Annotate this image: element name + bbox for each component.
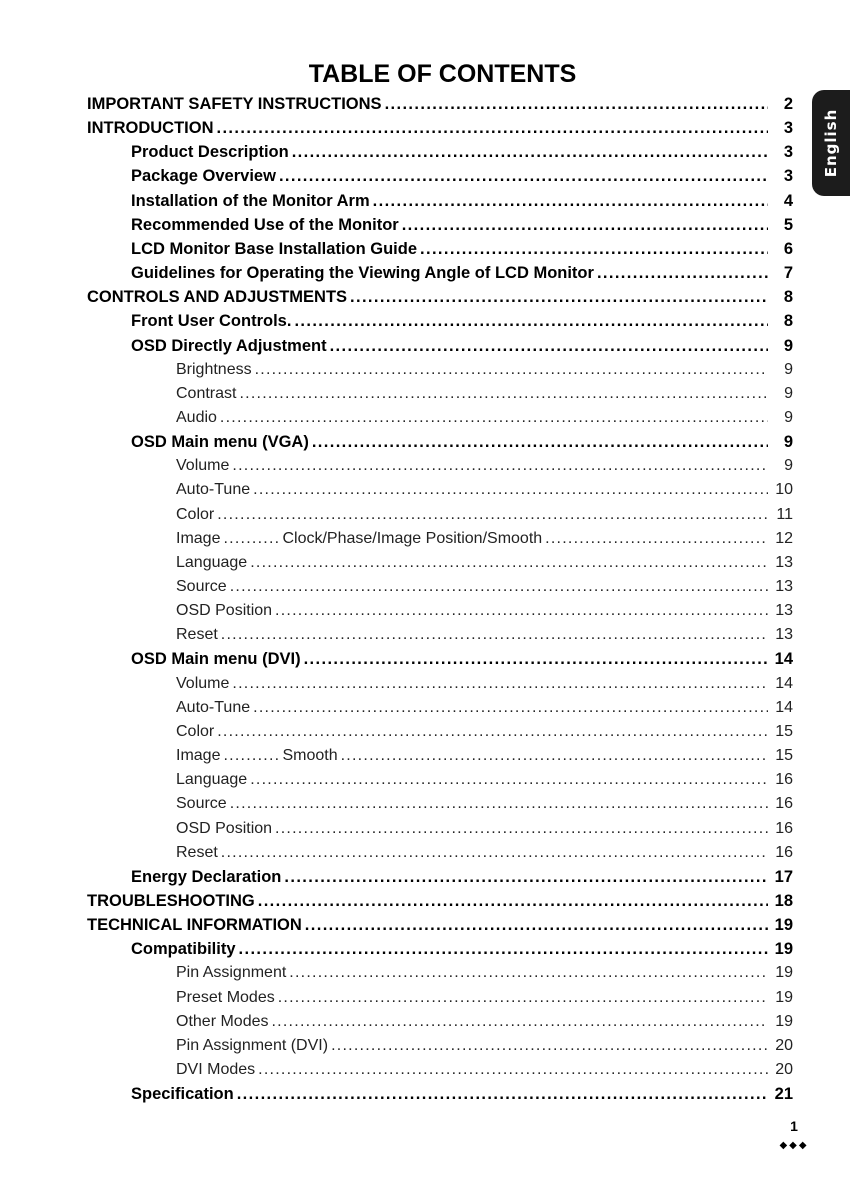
dot-leader (350, 285, 768, 309)
toc-entry-sublabel: Smooth (282, 747, 338, 765)
toc-entry[interactable] (176, 575, 793, 599)
toc-entry-page: 19 (775, 988, 793, 1006)
toc-entry-page: 10 (775, 481, 793, 499)
toc-entry-page: 16 (775, 843, 793, 861)
dot-leader (232, 454, 768, 478)
dot-leader (239, 937, 768, 961)
toc-entry-page: 9 (784, 457, 793, 475)
toc-entry-label: OSD Position (176, 819, 273, 837)
dot-leader (304, 647, 768, 671)
toc-entry[interactable] (176, 1058, 793, 1082)
toc-entry-page: 14 (775, 698, 793, 716)
toc-entry-label: Recommended Use of the Monitor (131, 215, 399, 234)
dot-leader (279, 164, 768, 188)
toc-entry[interactable] (176, 454, 793, 478)
toc-entry[interactable] (176, 986, 793, 1010)
toc-entry-label: Audio (176, 408, 217, 426)
toc-entry[interactable] (176, 841, 793, 865)
toc-entry[interactable] (176, 527, 793, 551)
dot-leader (250, 551, 768, 575)
toc-entry[interactable] (87, 92, 793, 116)
toc-entry-label: Color (176, 505, 215, 523)
toc-entry-sublabel: Clock/Phase/Image Position/Smooth (282, 529, 543, 547)
dot-leader (292, 140, 768, 164)
toc-entry-label: Volume (176, 457, 230, 475)
toc-entry-label: Language (176, 553, 248, 571)
toc-entry-page: 16 (775, 771, 793, 789)
toc-entry-page: 9 (784, 384, 793, 402)
toc-entry[interactable] (176, 696, 793, 720)
toc-entry-label: Pin Assignment (DVI) (176, 1036, 329, 1054)
toc-entry-page: 14 (775, 674, 793, 692)
toc-entry[interactable] (87, 116, 793, 140)
toc-entry[interactable] (131, 309, 793, 333)
toc-entry-label: Package Overview (131, 167, 276, 186)
toc-entry-label: INTRODUCTION (87, 119, 214, 138)
toc-entry-page: 12 (775, 529, 793, 547)
toc-entry[interactable] (131, 937, 793, 961)
dot-leader (278, 986, 768, 1010)
toc-entry-label: Color (176, 722, 215, 740)
toc-entry[interactable] (176, 768, 793, 792)
toc-entry-page: 13 (775, 578, 793, 595)
dot-leader (217, 503, 768, 527)
dot-leader (221, 841, 768, 865)
toc-entry-label: Source (176, 578, 227, 595)
toc-entry-label: Guidelines for Operating the Viewing Angle of LCD Monitor (131, 264, 594, 283)
toc-entry[interactable] (176, 1034, 793, 1058)
toc-entry-label: Source (176, 795, 227, 813)
toc-entry[interactable] (131, 213, 793, 237)
toc-entry-label: OSD Main menu (VGA) (131, 433, 309, 452)
dot-leader (312, 430, 768, 454)
toc-entry[interactable] (131, 1082, 793, 1106)
toc-entry[interactable] (176, 551, 793, 575)
toc-entry[interactable] (87, 913, 793, 937)
toc-entry-label: Image (176, 529, 221, 547)
toc-entry-page: 19 (774, 940, 793, 959)
toc-entry-page: 8 (783, 288, 793, 307)
footer-ornament: ◆◆◆ (779, 1140, 809, 1151)
toc-entry-page: 13 (775, 602, 793, 620)
language-tab (812, 90, 850, 196)
toc-entry-label: DVI Modes (176, 1061, 256, 1078)
toc-entry[interactable] (131, 865, 793, 889)
dot-leader (217, 720, 768, 744)
toc-entry-label: OSD Directly Adjustment (131, 336, 327, 355)
toc-entry-page: 3 (783, 167, 793, 186)
toc-entry-label: Language (176, 771, 248, 789)
toc-entry[interactable] (176, 672, 793, 696)
toc-entry-page: 9 (784, 360, 793, 378)
toc-entry-label: Front User Controls. (131, 312, 292, 331)
dot-leader (239, 382, 768, 406)
toc-entry-page: 5 (783, 215, 793, 234)
toc-entry-page: 14 (774, 650, 793, 669)
dot-leader (258, 1058, 768, 1082)
toc-entry-page: 15 (775, 747, 793, 765)
toc-entry[interactable] (176, 406, 793, 430)
toc-entry[interactable] (87, 285, 793, 309)
dot-leader (305, 913, 768, 937)
dot-leader (294, 309, 768, 333)
toc-entry-page: 11 (776, 505, 793, 523)
dot-leader (545, 527, 768, 551)
toc-entry[interactable] (131, 189, 793, 213)
toc-entry-page: 15 (775, 722, 793, 740)
toc-entry-label: Contrast (176, 384, 237, 402)
toc-entry-label: Auto-Tune (176, 698, 251, 716)
toc-entry-label: IMPORTANT SAFETY INSTRUCTIONS (87, 95, 382, 113)
dot-leader (253, 478, 768, 502)
toc-entry[interactable] (176, 382, 793, 406)
toc-entry-page: 3 (783, 143, 793, 162)
dot-leader (275, 599, 768, 623)
toc-entry-label: Image (176, 747, 221, 765)
toc-entry[interactable] (131, 430, 793, 454)
dot-leader (330, 334, 768, 358)
toc-entry[interactable] (176, 744, 793, 768)
toc-entry[interactable] (176, 720, 793, 744)
toc-entry-page: 19 (775, 964, 793, 982)
toc-entry-page: 17 (774, 867, 793, 886)
dot-leader (275, 817, 768, 841)
toc-entry-label: OSD Position (176, 602, 273, 620)
toc-entry[interactable] (131, 261, 793, 285)
toc-entry-page: 13 (775, 553, 793, 571)
toc-entry-page: 19 (774, 916, 793, 935)
toc-entry[interactable] (176, 478, 793, 502)
dot-leader (284, 865, 768, 889)
toc-entry-label: Installation of the Monitor Arm (131, 191, 370, 210)
dot-leader (232, 672, 768, 696)
toc-entry-label: Brightness (176, 360, 252, 378)
dot-leader (597, 261, 768, 285)
dot-leader (253, 696, 768, 720)
toc-entry[interactable] (176, 503, 793, 527)
dot-leader (223, 744, 279, 768)
toc-entry-page: 3 (783, 119, 793, 138)
dot-leader (230, 792, 768, 816)
toc-entry-page: 20 (775, 1061, 793, 1078)
toc-entry-label: Reset (176, 626, 218, 644)
toc-entry-label: TECHNICAL INFORMATION (87, 916, 302, 935)
toc-entry-page: 19 (775, 1012, 793, 1030)
dot-leader (385, 92, 768, 116)
toc-entry[interactable] (176, 961, 793, 985)
toc-entry-page: 4 (783, 191, 793, 210)
toc-entry-label: Pin Assignment (176, 964, 287, 982)
toc-entry-page: 13 (775, 626, 793, 644)
toc-entry[interactable] (176, 358, 793, 382)
toc-entry-page: 9 (783, 433, 793, 452)
toc-entry-label: OSD Main menu (DVI) (131, 650, 301, 669)
page-title: TABLE OF CONTENTS (308, 60, 577, 88)
toc-entry[interactable] (176, 1010, 793, 1034)
toc-entry-page: 7 (783, 264, 793, 283)
toc-entry[interactable] (176, 599, 793, 623)
toc-entry[interactable] (176, 817, 793, 841)
toc-entry-label: TROUBLESHOOTING (87, 891, 255, 910)
dot-leader (402, 213, 768, 237)
toc-entry-page: 8 (783, 312, 793, 331)
toc-entry-label: Specification (131, 1085, 234, 1104)
dot-leader (341, 744, 768, 768)
toc-entry-page: 6 (783, 239, 793, 258)
toc-entry[interactable] (131, 164, 793, 188)
toc-entry-label: Other Modes (176, 1012, 269, 1030)
toc-entry-page: 9 (783, 336, 793, 355)
language-tab-label: English (822, 108, 840, 178)
toc-entry-page: 18 (774, 891, 793, 910)
dot-leader (223, 527, 279, 551)
toc-entry-page: 9 (784, 408, 793, 426)
page-number: 1 (790, 1118, 798, 1134)
toc-entry[interactable] (131, 647, 793, 671)
toc-entry-label: Preset Modes (176, 988, 275, 1006)
toc-entry[interactable] (131, 237, 793, 261)
toc-entry-page: 21 (774, 1085, 793, 1104)
toc-entry-label: Compatibility (131, 940, 236, 959)
dot-leader (221, 623, 768, 647)
toc-entry-label: Auto-Tune (176, 481, 251, 499)
toc-entry[interactable] (131, 334, 793, 358)
dot-leader (230, 575, 768, 599)
toc-entry-label: Energy Declaration (131, 867, 282, 886)
dot-leader (271, 1010, 768, 1034)
dot-leader (255, 358, 768, 382)
toc-entry[interactable] (131, 140, 793, 164)
toc-entry[interactable] (87, 889, 793, 913)
toc-entry[interactable] (176, 623, 793, 647)
dot-leader (258, 889, 768, 913)
dot-leader (420, 237, 768, 261)
dot-leader (237, 1082, 768, 1106)
toc-entry-label: Product Description (131, 143, 289, 162)
toc-entry-label: Reset (176, 843, 218, 861)
toc-entry[interactable] (176, 792, 793, 816)
toc-entry-page: 20 (775, 1036, 793, 1054)
dot-leader (250, 768, 768, 792)
dot-leader (217, 116, 769, 140)
dot-leader (220, 406, 768, 430)
toc-entry-label: Volume (176, 674, 230, 692)
toc-entry-page: 2 (783, 95, 793, 113)
toc-entry-label: CONTROLS AND ADJUSTMENTS (87, 288, 348, 307)
toc-entry-page: 16 (775, 819, 793, 837)
toc-entry-label: LCD Monitor Base Installation Guide (131, 239, 418, 258)
dot-leader (289, 961, 768, 985)
dot-leader (373, 189, 768, 213)
toc-entry-page: 16 (775, 795, 793, 813)
dot-leader (331, 1034, 768, 1058)
